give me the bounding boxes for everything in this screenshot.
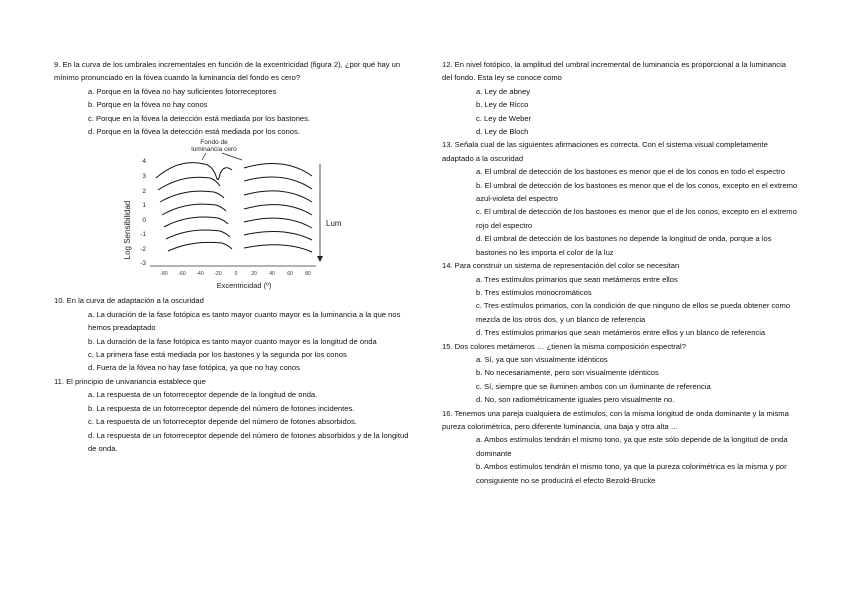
question-15: 15. Dos colores metámeros … ¿tienen la misma composición espectral? — [442, 341, 686, 351]
q14-option-d: d. Tres estímulos primarios que sean metámeros entre ellos y un blanco de referencia — [476, 328, 766, 338]
curve-7-left — [168, 243, 232, 252]
q11-option-a: a. La respuesta de un fotorreceptor depende de la longitud de onda. — [88, 390, 318, 400]
q14-option-c: c. Tres estímulos primarios, con la condición de que ninguno de ellos se pueda obtener como mezcla de los otros dos, y un blanco de referencia — [476, 301, 791, 324]
q13-option-b: b. El umbral de detección de los bastones es menor que el de los conos, excepto en el extremo azul-violeta del espectro — [476, 180, 798, 204]
y-tick-label: 2 — [142, 188, 146, 196]
q9-option-b: b. Porque en la fóvea no hay conos — [88, 100, 208, 110]
curve-2-right — [244, 177, 312, 189]
luminance-arrow-head — [317, 256, 323, 262]
chart-annotation-line1: Fondo de — [200, 139, 228, 147]
q9-option-a: a. Porque en la fóvea no hay suficientes fotorreceptores — [88, 86, 277, 96]
q12-option-b: b. Ley de Ricco — [476, 100, 529, 110]
curve-3-left — [160, 192, 224, 203]
question-11: 11. El principio de univariancia establece que — [54, 376, 206, 386]
q15-option-c: c. Sí, siempre que se iluminen ambos con un iluminante de referencia — [476, 381, 711, 391]
x-tick-label: -80 — [160, 271, 168, 278]
q11-option-c: c. La respuesta de un fotorreceptor depende del número de fotones absorbidos. — [88, 417, 357, 427]
x-tick-label: 40 — [269, 271, 275, 278]
q12-option-c: c. Ley de Weber — [476, 113, 532, 123]
x-axis-label: Excentricidad (º) — [216, 281, 272, 291]
annotation-arrow-right — [222, 153, 242, 160]
sensitivity-curves — [156, 163, 312, 252]
annotation-arrow-left — [202, 153, 206, 160]
x-tick-label: 0 — [234, 271, 238, 278]
x-tick-label: 20 — [251, 271, 257, 278]
q12-option-d: d. Ley de Bloch — [476, 127, 529, 137]
curve-1-left — [156, 163, 216, 178]
q15-option-d: d. No, son radiométricamente iguales pero visualmente no. — [476, 395, 675, 405]
question-16: 16. Tenemos una pareja cualquiera de estímulos, con la misma longitud de onda dominante y la misma pureza colorimétrica, pero diferente luminancia, una baja y otra alta … — [442, 408, 789, 431]
x-tick-label: 60 — [287, 271, 293, 278]
luminance-arrow-label: Lum — [326, 219, 342, 229]
x-tick-label: -20 — [214, 271, 222, 278]
q11-option-d: d. La respuesta de un fotorreceptor depende del número de fotones absorbidos y de la longitud de onda. — [88, 430, 409, 453]
question-12: 12. En nivel fotópico, la amplitud del umbral incremental de luminancia es proporcional a la luminancia del fondo. Esta ley se conoce como — [442, 60, 787, 83]
question-14: 14. Para construir un sistema de representación del color se necesitan — [442, 261, 680, 271]
left-column — [54, 58, 414, 455]
curve-3-right — [244, 191, 312, 202]
right-column — [442, 58, 798, 487]
chart-annotation-line2: luminancia cero — [191, 146, 237, 154]
q14-option-b: b. Tres estímulos monocromáticos — [476, 287, 592, 297]
curve-1-dip — [216, 168, 232, 180]
q14-option-a: a. Tres estímulos primarios que sean metámeros entre ellos — [476, 274, 678, 284]
y-tick-label: 3 — [142, 173, 146, 181]
curve-6-left — [166, 230, 230, 239]
question-9: 9. En la curva de los umbrales incrementales en función de la excentricidad (figura 2), ¿por qué hay un mínimo pronunciado en la fóvea cuando la luminancia del fondo es cero? — [54, 60, 401, 83]
x-tick-labels — [160, 271, 311, 277]
curve-6-right — [244, 232, 312, 241]
curve-4-right — [244, 205, 312, 215]
q12-option-a: a. Ley de abney — [476, 86, 531, 96]
q10-option-d: d. Fuera de la fóvea no hay fase fotópica, ya que no hay conos — [88, 363, 300, 373]
question-10: 10. En la curva de adaptación a la oscuridad — [54, 296, 204, 306]
q15-option-b: b. No necesariamente, pero son visualmente idénticos — [476, 368, 659, 378]
q13-option-d: d. El umbral de detección de los bastones no depende la longitud de onda, porque a los bastones no les importa el color de la luz — [476, 234, 772, 257]
x-tick-label: -40 — [196, 271, 204, 278]
threshold-chart-svg — [54, 138, 414, 294]
question-13: 13. Señala cual de las siguientes afirmaciones es correcta. Con el sistema visual completamente adaptado a la oscuridad — [442, 140, 768, 163]
threshold-figure — [54, 138, 414, 294]
y-tick-labels — [140, 158, 146, 267]
y-tick-label: -2 — [140, 246, 146, 254]
y-tick-label: 0 — [142, 217, 146, 225]
q16-option-a: a. Ambos estímulos tendrán el mismo tono, ya que este sólo depende de la longitud de onda dominante — [476, 435, 788, 458]
y-tick-label: 4 — [142, 158, 146, 166]
y-tick-label: 1 — [142, 202, 146, 210]
curve-7-right — [244, 245, 312, 252]
q9-option-c: c. Porque en la fóvea la detección está mediada por los bastones. — [88, 113, 311, 123]
q15-option-a: a. Sí, ya que son visualmente idénticos — [476, 354, 608, 364]
x-tick-label: 80 — [305, 271, 311, 278]
q13-option-a: a. El umbral de detección de los bastones es menor que el de los conos en todo el espectro — [476, 167, 786, 177]
q11-option-b: b. La respuesta de un fotorreceptor depende del número de fotones incidentes. — [88, 403, 355, 413]
curve-5-right — [244, 219, 312, 229]
curve-4-left — [162, 205, 226, 216]
curve-5-left — [164, 217, 228, 227]
x-tick-label: -60 — [178, 271, 186, 278]
q9-option-d: d. Porque en la fóvea la detección está mediada por los conos. — [88, 127, 300, 137]
q10-option-c: c. La primera fase está mediada por los bastones y la segunda por los conos — [88, 350, 347, 360]
q10-option-a: a. La duración de la fase fotópica es tanto mayor cuanto mayor es la luminancia a la que nos hemos preadaptado — [88, 309, 401, 333]
curve-2-left — [158, 178, 220, 191]
y-tick-label: -3 — [140, 260, 146, 268]
y-tick-label: -1 — [140, 231, 146, 239]
q16-option-b: b. Ambos estímulos tendrán el mismo tono, ya que la pureza colorimétrica es la misma y por consiguiente no se producirá el efecto Bezold-Brucke — [476, 462, 787, 485]
q10-option-b: b. La duración de la fase fotópica es tanto mayor cuanto mayor es la longitud de onda — [88, 336, 377, 346]
curve-1-right — [244, 164, 312, 177]
y-axis-label: Log Sensibilidad — [123, 201, 132, 260]
q13-option-c: c. El umbral de detección de los bastones es menor que el de los conos, excepto en el extremo rojo del espectro — [476, 207, 797, 230]
